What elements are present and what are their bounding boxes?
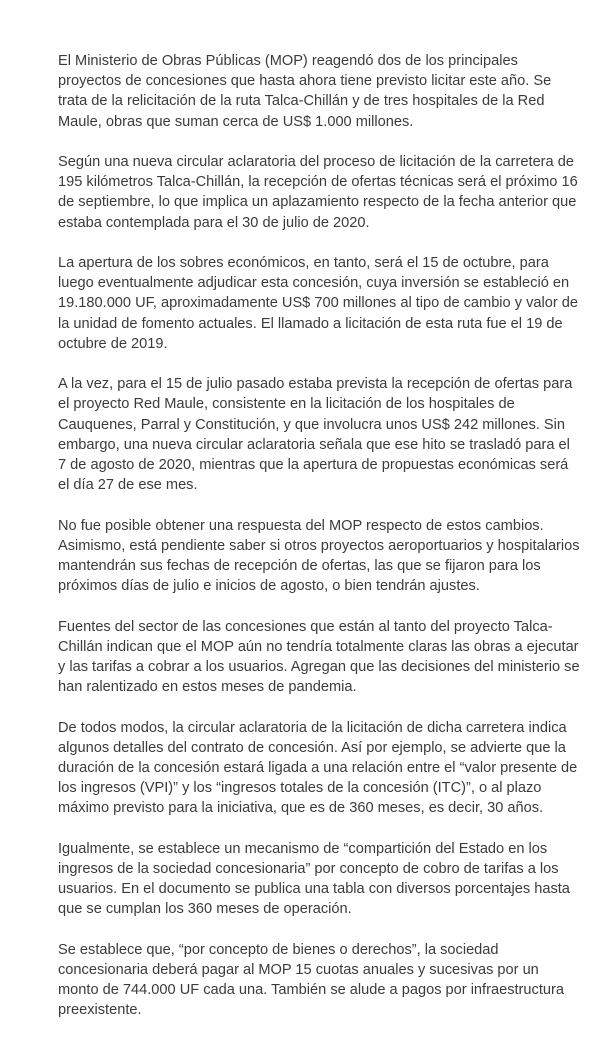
article-paragraph: Igualmente, se establece un mecanismo de “compartición del Estado en los ingresos de la sociedad concesionaria” por concepto de cobro de tarifas a los usuarios. En el documento se publica una tabla con diversos porcentajes hasta que se cumplan los 360 meses de operación. [58,840,570,918]
article-paragraph: El Ministerio de Obras Públicas (MOP) reagendó dos de los principales proyectos de concesiones que hasta ahora tiene previsto licitar este año. Se trata de la relicitación de la ruta Talca-Chillán y de tres hospitales de la Red Maule, obras que suman cerca de US$ 1.000 millones. [58,53,552,130]
article-paragraph: No fue posible obtener una respuesta del MOP respecto de estos cambios. Asimismo, está pendiente saber si otros proyectos aeroportuarios y hospitalarios mantendrán sus fechas de recepción de ofertas, las que se fijaron para los próximos días de julio e inicios de agosto, o bien tendrán ajustes. [58,517,580,595]
article-paragraph: Según una nueva circular aclaratoria del proceso de licitación de la carretera de 195 kilómetros Talca-Chillán, la recepción de ofertas técnicas será el próximo 16 de septiembre, lo que implica un aplazamiento respecto de la fecha anterior que estaba contemplada para el 30 de julio de 2020. [58,154,578,231]
article-paragraph: Fuentes del sector de las concesiones que están al tanto del proyecto Talca-Chillán indican que el MOP aún no tendría totalmente claras las obras a ejecutar y las tarifas a cobrar a los usuarios. Agregan que las decisiones del ministerio se han ralentizado en estos meses de pandemia. [58,618,580,696]
article-paragraph: A la vez, para el 15 de julio pasado estaba prevista la recepción de ofertas para el proyecto Red Maule, consistente en la licitación de los hospitales de Cauquenes, Parral y Constitución, y que involucra unos US$ 242 millones. Sin embargo, una nueva circular aclaratoria señala que ese hito se trasladó para el 7 de agosto de 2020, mientras que la apertura de propuestas económicas será el día 27 de ese mes. [58,376,573,494]
article-paragraph: De todos modos, la circular aclaratoria de la licitación de dicha carretera indica algunos detalles del contrato de concesión. Así por ejemplo, se advierte que la duración de la concesión estará ligada a una relación entre el “valor presente de los ingresos (VPI)” y los “ingresos totales de la concesión (ITC)”, o al plazo máximo previsto para la iniciativa, que es de 360 meses, es decir, 30 años. [58,719,578,817]
article-paragraph: La apertura de los sobres económicos, en tanto, será el 15 de octubre, para luego eventualmente adjudicar esta concesión, cuya inversión se estableció en 19.180.000 UF, aproximadamente US$ 700 millones al tipo de cambio y valor de la unidad de fomento actuales. El llamado a licitación de esta ruta fue el 19 de octubre de 2019. [58,255,578,352]
article-paragraph: Se establece que, “por concepto de bienes o derechos”, la sociedad concesionaria deberá pagar al MOP 15 cuotas anuales y sucesivas por un monto de 744.000 UF cada una. También se alude a pagos por infraestructura preexistente. [58,941,564,1019]
